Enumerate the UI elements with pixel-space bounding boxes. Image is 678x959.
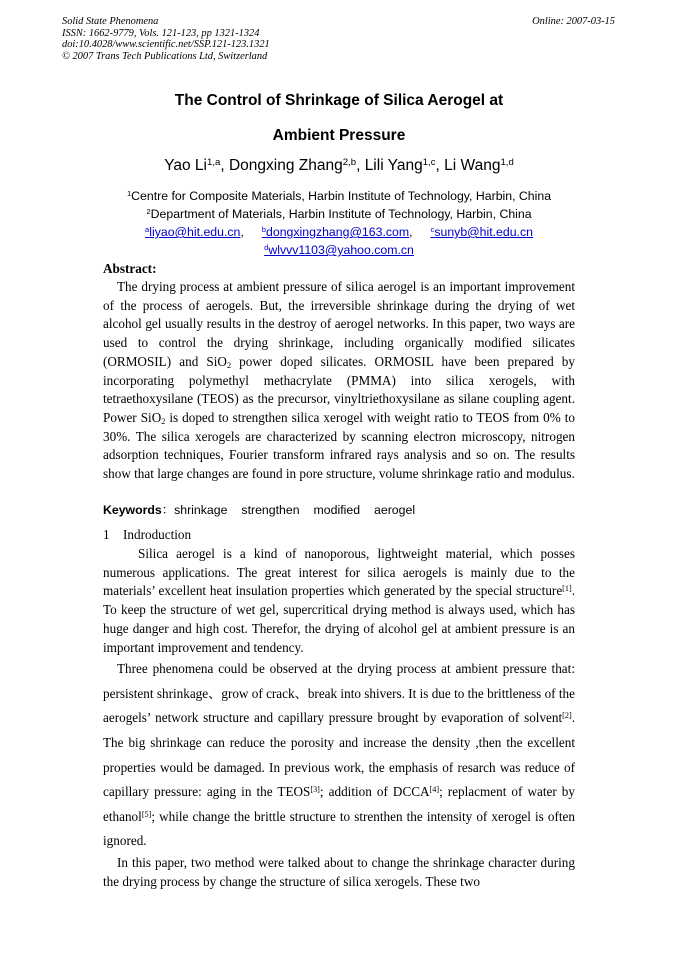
text-run: Three phenomena could be observed at the drying process at ambient pressure that: persistent shrinkage、grow of crack、break into shivers. It is due to the brittleness of the aerogels’ network structure and capillary pressure brought by evaporation of solvent [103,661,575,726]
author-separator: , [435,157,445,174]
email-link[interactable] [431,225,533,239]
online-date: Online: 2007-03-15 [532,16,615,27]
subscript: 2 [226,360,232,370]
paper-title-line-1: The Control of Shrinkage of Silica Aerogel at [174,92,504,109]
author-name: Yao Li [164,157,207,174]
abstract-body [103,278,575,484]
email-separator: , [409,225,413,239]
author-affiliation-mark: 2,b [342,157,357,169]
section-title: Indroduction [123,527,192,542]
keyword: shrinkage [174,503,228,517]
email-line-1 [0,225,678,239]
text-run: . The big shrinkage can reduce the porosity and increase the density ,then the excellent properties would be damaged. In previous work, the emphasis of resarch was reduce of capillary pressure: aging in the TEOS [103,710,575,800]
email-link[interactable]: $^d$wlvvv1103@yahoo.com.cn [264,243,414,257]
citation: [4] [429,785,440,795]
intro-paragraph-3 [103,854,575,891]
email-address: sunyb@hit.edu.cn [434,225,533,239]
email-mark: c [430,225,435,235]
email-mark: a [145,225,150,235]
abstract-heading: Abstract: [103,261,157,276]
author-affiliation-mark: 1,c [422,157,436,169]
journal-header [62,16,270,62]
section-heading [103,527,191,543]
citation: [1] [562,584,572,594]
text-run: ; addition of DCCA [319,784,430,800]
keyword: strengthen [241,503,300,517]
email-separator: , [240,225,244,239]
intro-paragraph-1 [103,545,575,657]
text-run: Silica aerogel is a kind of nanoporous, lightweight material, which posses numerous applications. The great interest for silica aerogels is mainly due to the materials’ excellent heat insulation properties which generated by the special structure [103,546,575,599]
email-address: liyao@hit.edu.cn [149,225,241,239]
author-list [0,157,678,175]
keywords-label: Keywords [103,503,162,517]
paper-title-line-2: Ambient Pressure [272,127,406,144]
intro-body [103,545,575,891]
text-run: . To keep the structure of wet gel, supercritical drying method is always used, which has huge danger and high cost. Therefor, the drying of alcohol gel at ambient pressure is an important improvement and tendency. [103,583,575,655]
author-name: Lili Yang [364,157,423,174]
affiliation-2: $^2$Department of Materials, Harbin Institute of Technology, Harbin, China [146,207,532,221]
citation: [5] [141,809,152,819]
email-link[interactable] [145,225,240,239]
email-address: dongxingzhang@163.com [266,225,410,239]
keyword: aerogel [374,503,416,517]
author-name: Dongxing Zhang [228,157,343,174]
citation: [2] [562,711,572,721]
text-run: power doped silicates. ORMOSIL have been prepared by incorporating polymethyl methacrylate (PMMA) into silica xerogels, with tetraethoxysilane (TEOS) as the precursor, vinyltriethoxysilane as silane coupling agent. Power SiO [103,353,575,425]
text-run: ; while change the brittle structure to strenthen the intensity of xerogel is often ignored. [103,808,575,849]
doi-line: doi:10.4028/www.scientific.net/SSP.121-123.1321 [62,39,270,50]
abstract-paragraph [103,278,575,484]
author-name: Li Wang [444,157,501,174]
text-run: is doped to strengthen silica xerogel with weight ratio to TEOS from 0% to 30%. The silica xerogels are characterized by scanning electron microscopy, nitrogen adsorption techniques, Fourier transform infrared rays analysis and so on. The results show that large changes are found in pore structure, volume shrinkage ratio and modulus. [103,409,575,482]
journal-name: Solid State Phenomena [62,16,159,27]
issn-line: ISSN: 1662-9779, Vols. 121-123, pp 1321-1324 [62,27,260,39]
email-link[interactable] [262,225,409,239]
author-separator: , [220,157,229,174]
keywords-colon: ： [161,503,175,517]
email-line-2 [0,243,678,257]
keywords-line [103,500,429,518]
author-affiliation-mark: 1,d [500,157,514,169]
keyword: modified [313,503,361,517]
section-number: 1 [103,527,110,542]
author-affiliation-mark: 1,a [207,157,221,169]
author-separator: , [356,157,365,174]
email-mark: b [261,225,267,235]
copyright-line: © 2007 Trans Tech Publications Ltd, Switzerland [62,50,268,62]
affiliation-1: $^1$Centre for Composite Materials, Harbin Institute of Technology, Harbin, China [126,189,552,203]
text-run: In this paper, two method were talked about to change the shrinkage character during the drying process by change the structure of silica xerogels. These two [103,854,575,889]
text-run: ; replacment of water by ethanol [103,784,575,824]
subscript: 2 [161,416,166,426]
citation: [3] [310,785,320,795]
text-run: The drying process at ambient pressure of silica aerogel is an important improvement of the process of aerogels. But, the irreversible shrinkage during the drying of wet alcohol gel usually results in the destroy of aerogel networks. In this paper, two ways are used to control the drying shrinkage, including organically modified silicates (ORMOSIL) and SiO [103,279,575,369]
intro-paragraph-2 [103,657,575,854]
